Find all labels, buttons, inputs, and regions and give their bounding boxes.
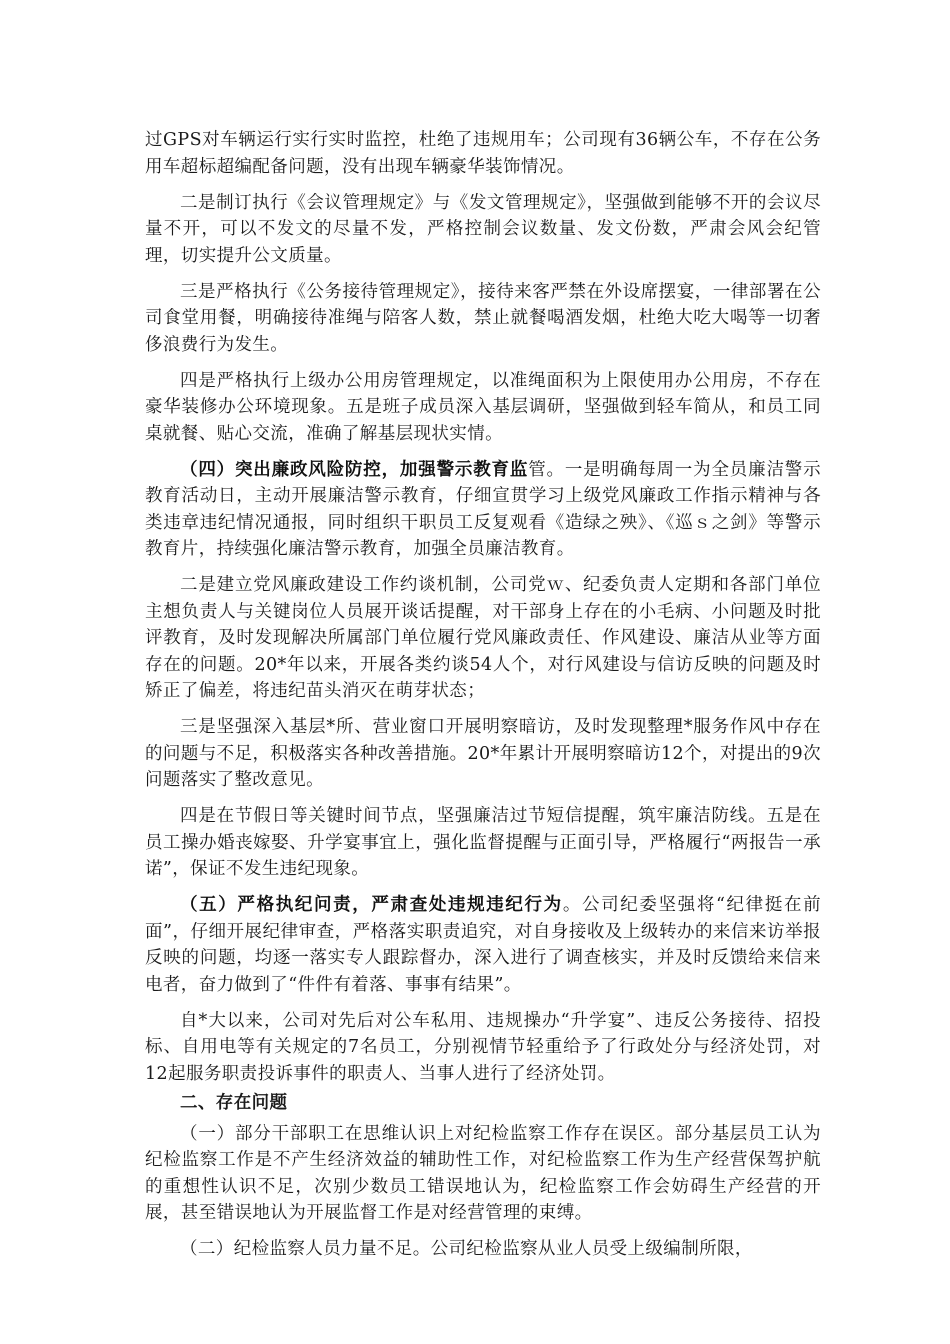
paragraph: [145, 457, 821, 563]
paragraph-text: （二）纪检监察人员力量不足。公司纪检监察从业人员受上级编制所限，: [180, 1239, 753, 1259]
paragraph-text: 二是建立党风廉政建设工作约谈机制，公司党ｗ、纪委负责人定期和各部门单位主想负责人与关键岗位人员展开谈话提醒，对干部身上存在的小毛病、小问题及时批评教育，及时发现解决所属部门单位履行党风廉政责任、作风建设、廉洁从业等方面存在的问题。20*年以来，开展各类约谈54人个，对行风建设与信访反映的问题及时矫正了偏差，将违纪苗头消灭在萌芽状态；: [145, 575, 821, 701]
subsection-lead: （四）突出廉政风险防控，加强警示教育监: [180, 459, 529, 480]
paragraph-text: 二是制订执行《会议管理规定》与《发文管理规定》，坚强做到能够不开的会议尽量不开，可以不发文的尽量不发，严格控制会议数量、发文份数，严肃会风会纪管理，切实提升公文质量。: [145, 192, 821, 266]
document-body: [145, 127, 821, 1272]
subsection-lead: （五）严格执纪问责，严肃查处违规违纪行为: [180, 895, 563, 915]
paragraph: [145, 572, 821, 705]
paragraph: [145, 803, 821, 883]
paragraph-text: 四是在节假日等关键时间节点，坚强廉洁过节短信提醒，筑牢廉洁防线。五是在员工操办婚丧嫁娶、升学宴事宜上，强化监督提醒与正面引导，严格履行“两报告一承诺”，保证不发生违纪现象。: [145, 806, 821, 879]
paragraph-text: 管。一是明确每周一为全员廉洁警示教育活动日，主动开展廉洁警示教育，仔细宣贯学习上级党风廉政工作指示精神与各类违章违纪情况通报，同时组织干职员工反复观看《造绿之殃》、《巡ｓ之剑》等警示教育片，持续强化廉洁警示教育，加强全员廉洁教育。: [145, 459, 821, 559]
paragraph-text: 自*大以来，公司对先后对公车私用、违规操办“升学宴”、违反公务接待、招投标、自用电等有关规定的7名员工，分别视情节轻重给予了行政处分与经济处罚，对12起服务职责投诉事件的职责人、当事人进行了经济处罚。: [145, 1010, 821, 1084]
paragraph: [145, 892, 821, 998]
paragraph-text: （一）部分干部职工在思维认识上对纪检监察工作存在误区。部分基层员工认为纪检监察工作是不产生经济效益的辅助性工作，对纪检监察工作为生产经营保驾护航的重想性认识不足，次别少数员工错误地认为，纪检监察工作会妨碍生产经营的开展，甚至错误地认为开展监督工作是对经营管理的束缚。: [145, 1123, 821, 1223]
section-heading: 二、存在问题: [180, 1093, 288, 1113]
paragraph-text: 过GPS对车辆运行实行实时监控，杜绝了违规用车；公司现有36辆公车，不存在公务用车超标超编配备问题，没有出现车辆豪华装饰情况。: [145, 130, 821, 177]
paragraph: [145, 714, 821, 794]
paragraph: [145, 190, 821, 270]
paragraph: [145, 1236, 821, 1263]
paragraph: [145, 279, 821, 359]
paragraph-text: 四是严格执行上级办公用房管理规定，以准绳面积为上限使用办公用房，不存在豪华装修办公环境现象。五是班子成员深入基层调研，坚强做到轻车简从，和员工同桌就餐、贴心交流，准确了解基层现状实情。: [145, 370, 821, 444]
paragraph: [145, 1121, 821, 1227]
paragraph: [145, 1008, 821, 1088]
paragraph: [145, 127, 821, 180]
paragraph-text: 三是严格执行《公务接待管理规定》，接待来客严禁在外设席摆宴，一律部署在公司食堂用餐，明确接待准绳与陪客人数，禁止就餐喝酒发烟，杜绝大吃大喝等一切奢侈浪费行为发生。: [145, 281, 821, 355]
paragraph: [145, 368, 821, 448]
paragraph-text: 。公司纪委坚强将“纪律挺在前面”，仔细开展纪律审查，严格落实职责追究，对自身接收及上级转办的来信来访举报反映的问题，均逐一落实专人跟踪督办，深入进行了调查核实，并及时反馈给来信来电者，奋力做到了“件件有着落、事事有结果”。: [145, 895, 822, 995]
paragraph-text: 三是坚强深入基层*所、营业窗口开展明察暗访，及时发现整理*服务作风中存在的问题与不足，积极落实各种改善措施。20*年累计开展明察暗访12个，对提出的9次问题落实了整改意见。: [145, 717, 821, 790]
